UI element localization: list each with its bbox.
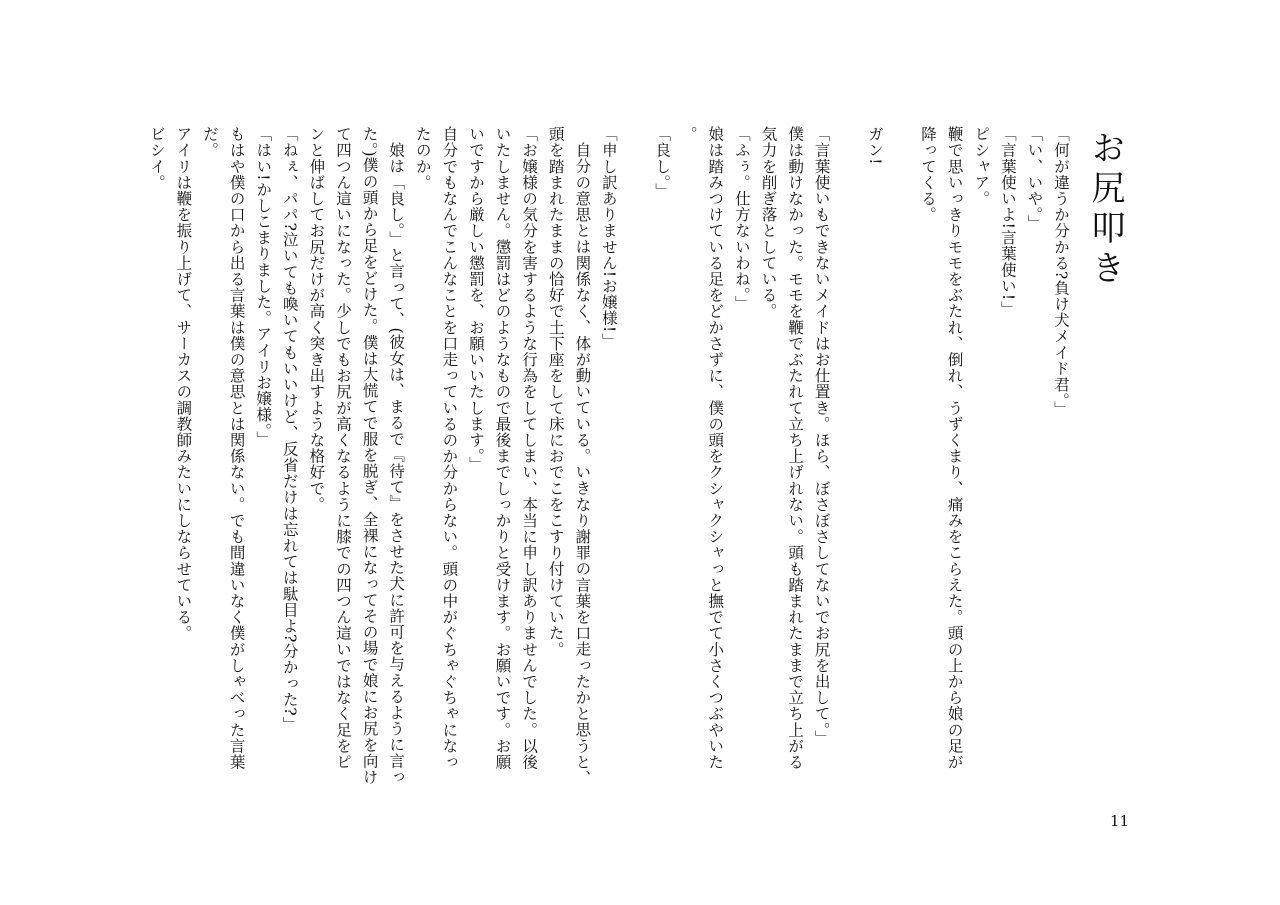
paragraph: 「お嬢様の気分を害するような行為をしてしまい、本当に申し訳ありませんでした。以後いたしません。懲罰はどのようなもので最後までしっかりと受けます。お願いです。お願いですから厳しい懲罰を、お願いいたします。」 [466, 126, 539, 770]
paragraph: 「何が違うか分かる?負け犬メイド君。」 [1052, 126, 1070, 417]
paragraph: 娘は「良し。」と言って、(彼女は、まるで『待て』をさせた犬に許可を与えるように言った。)僕の頭から足をどけた。僕は大慌てで服を脱ぎ、全裸になってその場で娘にお尻を向けて四つん這いになった。少しでもお尻が高くなるように膝での四つん這いではなく足をピンと伸ばしてお尻だけが高く突き出すような格好で。 [307, 126, 406, 785]
paragraph-gap [622, 126, 649, 786]
paragraph: 僕は動けなかった。モモを鞭でぶたれて立ち上げれない。頭も踏まれたままで立ち上がる気力を削ぎ落としている。 [759, 126, 805, 770]
paragraph: 「はい!かしこまりました。アイリお嬢様。」 [254, 126, 273, 448]
paragraph: ビシイ。 [147, 126, 166, 191]
paragraph: 娘は踏みつけている足をどかさずに、僕の頭をクシャクシャっと撫でて小さくつぶやいた。 [679, 126, 725, 770]
paragraph: 「言葉使いもできないメイドはお仕置き。ほら、ぼさぼさしてないでお尻を出して。」 [812, 126, 831, 747]
paragraph-gap [835, 126, 862, 786]
paragraph: 自分でもなんでこんなことを口走っているのか分からない。頭の中がぐちゃぐちゃになったのか。 [413, 126, 459, 770]
paragraph: 自分の意思とは関係なく、体が動いている。いきなり謝罪の言葉を口走ったかと思うと、頭を踏まれたままの恰好で土下座をして床におでこをこすり付けていた。 [546, 126, 592, 786]
paragraph: 「い、いや。」 [1025, 126, 1044, 231]
paragraph: 「ふぅ。仕方ないわね。」 [732, 126, 751, 312]
page-number: 11 [1110, 812, 1130, 830]
paragraph-gap [888, 126, 915, 786]
paragraph: ガン! [865, 126, 884, 166]
paragraph: もはや僕の口から出る言葉は僕の意思とは関係ない。でも間違いなく僕がしゃべった言葉だ。 [201, 126, 246, 770]
paragraph: アイリは鞭を振り上げて、サーカスの調教師みたいにしならせている。 [174, 126, 193, 642]
paragraph: 「ねぇ、パパ?泣いても喚いてもいいけど、反省だけは忘れては駄目よ?分かった?」 [280, 126, 299, 733]
paragraph: 「言葉使いよ!言葉使い!」 [998, 126, 1017, 317]
paragraph: 「申し訳ありません!お嬢様!」 [599, 126, 618, 349]
chapter-title: お尻叩き [1085, 130, 1125, 290]
paragraph-list [143, 126, 1074, 786]
paragraph: ピシャア。 [972, 126, 991, 207]
paragraph: 「良し。」 [653, 126, 672, 199]
paragraph: 鞭で思いっきりモモをぶたれ、倒れ、うずくまり、痛みをこらえた。頭の上から娘の足が降ってくる。 [919, 126, 964, 770]
vertical-text-body [130, 126, 1130, 786]
